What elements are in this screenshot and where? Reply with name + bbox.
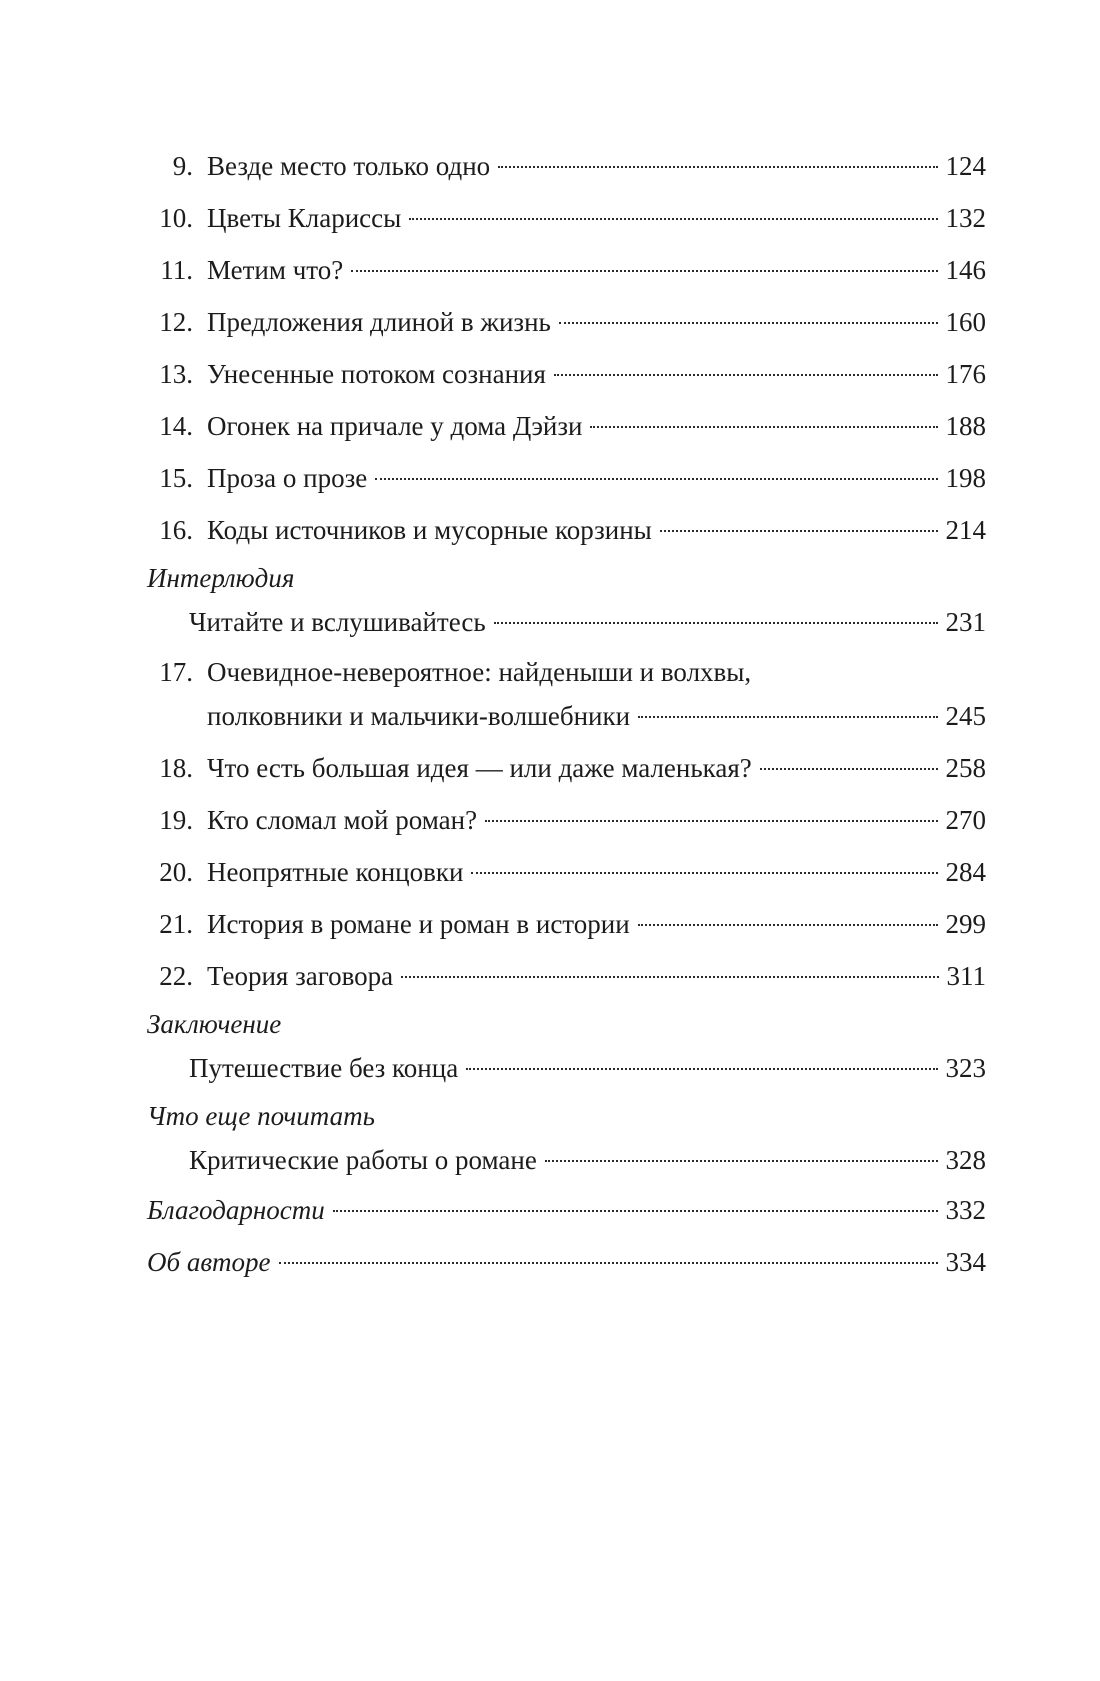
toc-entry-page: 146 [945,255,986,285]
dot-leader [554,374,938,376]
toc-entry-11 [147,244,986,296]
toc-entry-page: 311 [946,961,986,991]
toc-entry-17-line2 [147,694,986,738]
dot-leader [279,1262,938,1264]
toc-entry-page: 328 [945,1145,986,1175]
toc-entry-number: 18. [159,753,193,783]
toc-entry-page: 198 [945,463,986,493]
dot-leader [638,924,938,926]
toc-entry-page: 270 [945,805,986,835]
toc-entry-title: Что есть большая идея — или даже маленькая? [207,753,752,783]
toc-entry-title: Об авторе [147,1247,271,1277]
toc-entry-page: 124 [945,151,986,181]
toc-entry-page: 258 [945,753,986,783]
toc-entry-conclusion [147,1046,986,1090]
toc-entry-title: Теория заговора [207,961,394,991]
toc-entry-number: 21. [159,909,193,939]
toc-entry-22 [147,950,986,1002]
toc-entry-title: История в романе и роман в истории [207,909,630,939]
toc-entry-page: 231 [945,607,986,637]
toc-entry-acknowledgements [147,1184,986,1236]
dot-leader [466,1068,937,1070]
dot-leader [494,622,938,624]
toc-entry-21 [147,898,986,950]
toc-entry-title: Кто сломал мой роман? [207,805,478,835]
toc-entry-title: Благодарности [147,1195,325,1225]
dot-leader [498,166,937,168]
toc-entry-number: 13. [159,359,193,389]
toc-entry-number: 22. [159,961,193,991]
dot-leader [333,1210,938,1212]
toc-entry-number: 20. [159,857,193,887]
toc-entry-page: 334 [945,1247,986,1277]
toc-entry-title: Огонек на причале у дома Дэйзи [207,411,583,441]
toc-entry-page: 132 [945,203,986,233]
toc-entry-page: 176 [945,359,986,389]
toc-entry-number: 14. [159,411,193,441]
toc-entry-19 [147,794,986,846]
toc-entry-title: Неопрятные концовки [207,857,464,887]
interlude-heading: Интерлюдия [147,563,295,593]
table-of-contents [147,140,986,1288]
dot-leader [409,218,937,220]
toc-entry-title: Цветы Клариссы [207,203,402,233]
toc-entry-page: 160 [945,307,986,337]
toc-entry-title-continued: полковники и мальчики-волшебники [207,701,631,731]
conclusion-heading: Заключение [147,1009,282,1039]
toc-entry-number: 17. [159,657,193,687]
toc-entry-number: 16. [159,515,193,545]
toc-entry-number: 11. [160,255,193,285]
toc-entry-page: 299 [945,909,986,939]
toc-entry-9 [147,140,986,192]
toc-entry-number: 9. [172,151,193,181]
toc-entry-17-line1 [147,650,986,694]
toc-entry-18 [147,742,986,794]
toc-entry-10 [147,192,986,244]
dot-leader [401,976,938,978]
dot-leader [559,322,938,324]
toc-entry-title: Проза о прозе [207,463,368,493]
toc-entry-title: Коды источников и мусорные корзины [207,515,652,545]
toc-entry-16 [147,504,986,556]
dot-leader [760,768,938,770]
toc-entry-page: 323 [945,1053,986,1083]
toc-entry-further-reading [147,1138,986,1182]
dot-leader [375,478,937,480]
toc-entry-number: 15. [159,463,193,493]
dot-leader [660,530,938,532]
dot-leader [590,426,937,428]
toc-entry-15 [147,452,986,504]
toc-entry-title: Читайте и вслушивайтесь [189,607,486,637]
toc-entry-title: Унесенные потоком сознания [207,359,546,389]
toc-entry-title: Везде место только одно [207,151,491,181]
dot-leader [471,872,937,874]
toc-entry-interlude [147,600,986,644]
toc-entry-title: Путешествие без конца [189,1053,459,1083]
toc-entry-page: 245 [945,701,986,731]
dot-leader [485,820,937,822]
toc-entry-12 [147,296,986,348]
toc-entry-number: 19. [159,805,193,835]
toc-entry-about-author [147,1236,986,1288]
toc-entry-title: Метим что? [207,255,344,285]
toc-entry-page: 332 [945,1195,986,1225]
further-reading-heading: Что еще почитать [147,1101,375,1131]
toc-entry-number: 12. [159,307,193,337]
dot-leader [638,716,937,718]
toc-entry-13 [147,348,986,400]
toc-entry-page: 214 [945,515,986,545]
toc-entry-title: Предложения длиной в жизнь [207,307,551,337]
toc-entry-page: 188 [945,411,986,441]
toc-entry-title: Очевидное-невероятное: найденыши и волхвы, [207,657,752,687]
toc-entry-14 [147,400,986,452]
toc-entry-title: Критические работы о романе [189,1145,537,1175]
toc-entry-page: 284 [945,857,986,887]
toc-entry-number: 10. [159,203,193,233]
dot-leader [351,270,937,272]
dot-leader [545,1160,938,1162]
toc-entry-20 [147,846,986,898]
